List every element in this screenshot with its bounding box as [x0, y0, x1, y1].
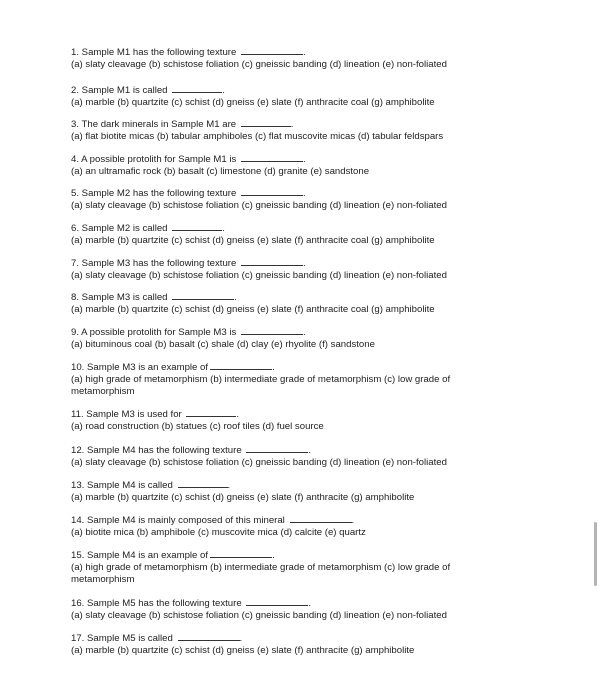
question-12: 12. Sample M4 has the following texture . (a) slaty cleavage (b) schistose foliation (c) gneissic banding (d) lineation (e) non-foliated — [71, 443, 531, 469]
answer-blank — [172, 83, 222, 93]
answer-blank — [186, 407, 236, 417]
question-options: (a) slaty cleavage (b) schistose foliation (c) gneissic banding (d) lineation (e) non-foliated — [71, 200, 447, 211]
answer-blank — [246, 443, 308, 453]
question-stem: 16. Sample M5 has the following texture — [71, 598, 242, 609]
question-options: (a) an ultramafic rock (b) basalt (c) limestone (d) granite (e) sandstone — [71, 166, 370, 177]
answer-blank — [178, 478, 228, 488]
question-11: 11. Sample M3 is used for . (a) road construction (b) statues (c) roof tiles (d) fuel source — [71, 407, 531, 433]
question-options: (a) marble (b) quartzite (c) schist (d) gneiss (e) slate (f) anthracite coal (g) amphibolite — [71, 304, 435, 315]
question-stem: 6. Sample M2 is called — [71, 223, 168, 234]
question-10: 10. Sample M3 is an example of . (a) high grade of metamorphism (b) intermediate grade of metamorphism (c) low grade of metamorphism — [71, 360, 501, 398]
question-options: (a) marble (b) quartzite (c) schist (d) gneiss (e) slate (f) anthracite coal (g) amphibolite — [71, 235, 435, 246]
question-options: (a) high grade of metamorphism (b) intermediate grade of metamorphism (c) low grade of metamorphism — [71, 562, 451, 585]
question-stem: 3. The dark minerals in Sample M1 are — [71, 119, 237, 130]
answer-blank — [241, 186, 303, 196]
answer-blank — [241, 152, 303, 162]
question-stem: 13. Sample M4 is called — [71, 480, 173, 491]
question-options: (a) biotite mica (b) amphibole (c) muscovite mica (d) calcite (e) quartz — [71, 527, 366, 538]
question-options: (a) slaty cleavage (b) schistose foliation (c) gneissic banding (d) lineation (e) non-foliated — [71, 270, 447, 281]
answer-blank — [210, 548, 272, 558]
question-stem: 7. Sample M3 has the following texture — [71, 258, 237, 269]
question-stem: 2. Sample M1 is called — [71, 85, 168, 96]
question-1: 1. Sample M1 has the following texture . (a) slaty cleavage (b) schistose foliation (c) gneissic banding (d) lineation (e) non-foliated — [71, 45, 531, 71]
question-options: (a) marble (b) quartzite (c) schist (d) gneiss (e) slate (f) anthracite coal (g) amphibolite — [71, 97, 435, 108]
question-options: (a) bituminous coal (b) basalt (c) shale (d) clay (e) rhyolite (f) sandstone — [71, 339, 375, 350]
question-stem: 11. Sample M3 is used for — [71, 409, 182, 420]
answer-blank — [210, 360, 272, 370]
question-3: 3. The dark minerals in Sample M1 are . (a) flat biotite micas (b) tabular amphiboles (c) flat muscovite micas (d) tabular feldspars — [71, 117, 531, 143]
question-4: 4. A possible protolith for Sample M1 is . (a) an ultramafic rock (b) basalt (c) limestone (d) granite (e) sandstone — [71, 152, 531, 178]
question-6: 6. Sample M2 is called . (a) marble (b) quartzite (c) schist (d) gneiss (e) slate (f) anthracite coal (g) amphibolite — [71, 221, 531, 247]
question-stem: 9. A possible protolith for Sample M3 is — [71, 327, 237, 338]
answer-blank — [241, 117, 291, 127]
answer-blank — [241, 256, 303, 266]
question-9: 9. A possible protolith for Sample M3 is . (a) bituminous coal (b) basalt (c) shale (d) clay (e) rhyolite (f) sandstone — [71, 325, 531, 351]
question-stem: 14. Sample M4 is mainly composed of this mineral — [71, 515, 285, 526]
answer-blank — [241, 45, 303, 55]
question-stem: 8. Sample M3 is called — [71, 292, 168, 303]
question-7: 7. Sample M3 has the following texture . (a) slaty cleavage (b) schistose foliation (c) gneissic banding (d) lineation (e) non-foliated — [71, 256, 531, 282]
answer-blank — [172, 221, 222, 231]
question-options: (a) flat biotite micas (b) tabular amphiboles (c) flat muscovite micas (d) tabular feldspars — [71, 131, 444, 142]
question-8: 8. Sample M3 is called . (a) marble (b) quartzite (c) schist (d) gneiss (e) slate (f) anthracite coal (g) amphibolite — [71, 290, 531, 316]
answer-blank — [290, 513, 352, 523]
question-stem: 12. Sample M4 has the following texture — [71, 445, 242, 456]
question-options: (a) slaty cleavage (b) schistose foliation (c) gneissic banding (d) lineation (e) non-foliated — [71, 457, 447, 468]
answer-blank — [246, 596, 308, 606]
answer-blank — [241, 325, 303, 335]
question-stem: 1. Sample M1 has the following texture — [71, 47, 237, 58]
question-options: (a) road construction (b) statues (c) roof tiles (d) fuel source — [71, 421, 324, 432]
question-2: 2. Sample M1 is called . (a) marble (b) quartzite (c) schist (d) gneiss (e) slate (f) anthracite coal (g) amphibolite — [71, 83, 531, 109]
answer-blank — [178, 631, 240, 641]
question-options: (a) slaty cleavage (b) schistose foliation (c) gneissic banding (d) lineation (e) non-foliated — [71, 59, 447, 70]
answer-blank — [172, 290, 234, 300]
question-stem: 15. Sample M4 is an example of — [71, 550, 209, 561]
question-13: 13. Sample M4 is called . (a) marble (b) quartzite (c) schist (d) gneiss (e) slate (f) anthracite (g) amphibolite — [71, 478, 531, 504]
scrollbar-thumb[interactable] — [594, 522, 597, 586]
question-5: 5. Sample M2 has the following texture . (a) slaty cleavage (b) schistose foliation (c) gneissic banding (d) lineation (e) non-foliated — [71, 186, 531, 212]
question-options: (a) slaty cleavage (b) schistose foliation (c) gneissic banding (d) lineation (e) non-foliated — [71, 610, 447, 621]
question-options: (a) marble (b) quartzite (c) schist (d) gneiss (e) slate (f) anthracite (g) amphibolite — [71, 645, 415, 656]
question-stem: 4. A possible protolith for Sample M1 is — [71, 154, 237, 165]
question-stem: 10. Sample M3 is an example of — [71, 362, 209, 373]
question-options: (a) marble (b) quartzite (c) schist (d) gneiss (e) slate (f) anthracite (g) amphibolite — [71, 492, 415, 503]
question-stem: 5. Sample M2 has the following texture — [71, 188, 237, 199]
question-stem: 17. Sample M5 is called — [71, 633, 173, 644]
question-15: 15. Sample M4 is an example of . (a) high grade of metamorphism (b) intermediate grade of metamorphism (c) low grade of metamorphism — [71, 548, 501, 586]
question-14: 14. Sample M4 is mainly composed of this mineral . (a) biotite mica (b) amphibole (c) muscovite mica (d) calcite (e) quartz — [71, 513, 531, 539]
question-17: 17. Sample M5 is called . (a) marble (b) quartzite (c) schist (d) gneiss (e) slate (f) anthracite (g) amphibolite — [71, 631, 531, 657]
question-16: 16. Sample M5 has the following texture . (a) slaty cleavage (b) schistose foliation (c) gneissic banding (d) lineation (e) non-foliated — [71, 596, 531, 622]
question-options: (a) high grade of metamorphism (b) intermediate grade of metamorphism (c) low grade of metamorphism — [71, 374, 451, 397]
